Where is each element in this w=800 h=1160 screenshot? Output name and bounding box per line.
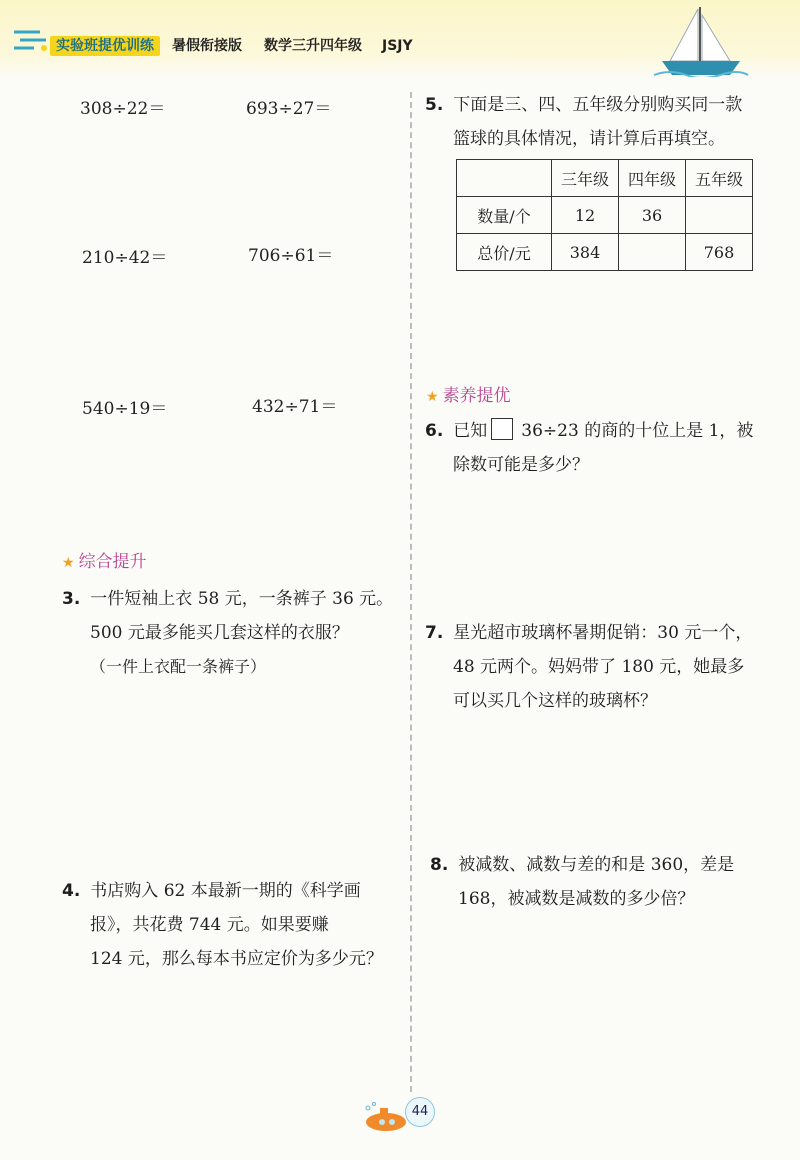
answer-box[interactable] (491, 418, 513, 440)
question-line: 被减数、减数与差的和是 360，差是 (458, 855, 735, 875)
table-corner (457, 160, 552, 197)
question-line: 一件短袖上衣 58 元，一条裤子 36 元。 (90, 589, 394, 609)
submarine-icon (360, 1100, 408, 1134)
page-number: 44 (405, 1097, 435, 1127)
table-row-label: 总价/元 (457, 234, 552, 271)
calc-1a: 308÷22＝ (80, 99, 166, 119)
section-heading-comprehensive (62, 551, 147, 574)
question-4 (62, 874, 383, 976)
question-line: 除数可能是多少？ (453, 455, 589, 475)
question-number: 8. (430, 855, 449, 875)
sailboat-icon (650, 5, 750, 77)
table-cell-blank[interactable] (686, 197, 753, 234)
question-line: 36÷23 的商的十位上是 1，被 (521, 421, 754, 441)
series-badge: 实验班提优训练 (50, 36, 160, 56)
question-3 (62, 582, 393, 684)
table-header: 四年级 (619, 160, 686, 197)
question-line: 书店购入 62 本最新一期的《科学画 (90, 881, 361, 901)
subject-label: 数学三升四年级 (264, 38, 362, 54)
table-cell: 768 (686, 234, 753, 271)
purchase-table (456, 159, 753, 271)
table-cell: 36 (619, 197, 686, 234)
calc-3a: 540÷19＝ (82, 399, 168, 419)
question-line: 500 元最多能买几套这样的衣服？ (90, 623, 349, 643)
question-line: 48 元两个。妈妈带了 180 元，她最多 (453, 657, 745, 677)
column-divider (410, 92, 412, 1092)
calc-1b: 693÷27＝ (246, 99, 332, 119)
question-line: 124 元，那么每本书应定价为多少元？ (90, 949, 383, 969)
table-cell-blank[interactable] (619, 234, 686, 271)
table-row (457, 197, 753, 234)
section-heading-literacy (426, 385, 511, 408)
question-number: 4. (62, 881, 81, 901)
question-7 (425, 616, 752, 718)
question-number: 6. (425, 421, 444, 441)
question-line: 可以买几个这样的玻璃杯？ (453, 691, 657, 711)
calc-2b: 706÷61＝ (248, 246, 334, 266)
edition-label: 暑假衔接版 (172, 38, 242, 54)
code-label: JSJY (382, 38, 413, 54)
star-icon: ★ (426, 389, 439, 405)
question-line: 168，被减数是减数的多少倍？ (458, 889, 695, 909)
question-line: 篮球的具体情况，请计算后再填空。 (453, 129, 725, 149)
question-line: 星光超市玻璃杯暑期促销：30 元一个， (453, 623, 753, 643)
question-prefix: 已知 (453, 421, 488, 441)
table-header: 五年级 (686, 160, 753, 197)
section-title: 素养提优 (442, 386, 511, 406)
calc-3b: 432÷71＝ (252, 397, 338, 417)
question-line: （一件上衣配一条裤子） (90, 657, 267, 676)
table-header: 三年级 (552, 160, 619, 197)
table-cell: 12 (552, 197, 619, 234)
question-line: 下面是三、四、五年级分别购买同一款 (453, 95, 743, 115)
question-number: 5. (425, 95, 444, 115)
table-header-row (457, 160, 753, 197)
question-number: 3. (62, 589, 81, 609)
table-row (457, 234, 753, 271)
section-title: 综合提升 (78, 552, 147, 572)
table-row-label: 数量/个 (457, 197, 552, 234)
star-icon: ★ (62, 555, 75, 571)
table-cell: 384 (552, 234, 619, 271)
question-8 (430, 848, 734, 916)
question-6 (425, 414, 753, 482)
calc-2a: 210÷42＝ (82, 248, 168, 268)
question-number: 7. (425, 623, 444, 643)
question-line: 报》，共花费 744 元。如果要赚 (90, 915, 329, 935)
question-5 (425, 88, 742, 156)
